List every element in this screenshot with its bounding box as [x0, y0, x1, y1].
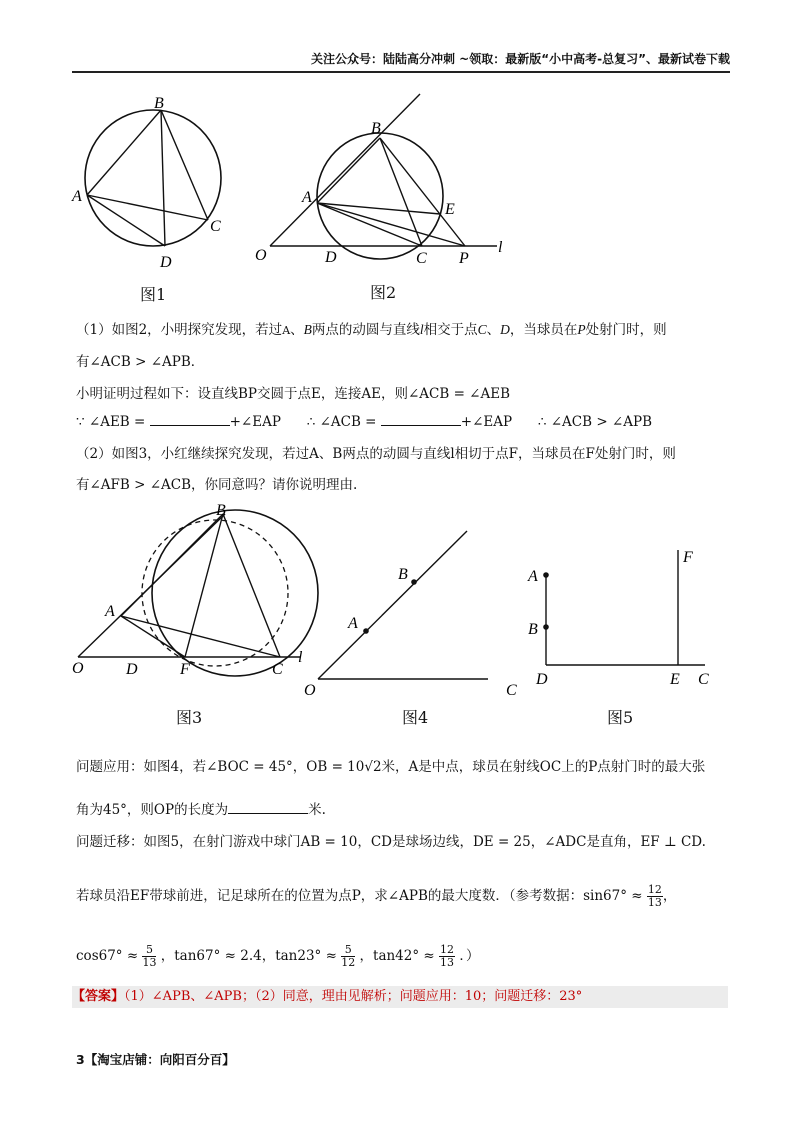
figure-3: [70, 497, 320, 697]
fig4-label-c: C: [506, 682, 517, 699]
fig1-label-c: C: [210, 218, 221, 235]
frac-12-13-b: $\frac{12}{13}$: [440, 943, 455, 969]
fig2-label-p: P: [459, 250, 469, 267]
q2-line-1: （2）如图3，小红继续探究发现，若过A、B两点的动圆与直线l相切于点F，当球员在F处射门时，则: [76, 446, 676, 462]
fig5-label-c: C: [698, 671, 709, 688]
proof-line-2: ∵ ∠AEB = +∠EAP ∴ ∠ACB = +∠EAP ∴ ∠ACB > ∠APB: [76, 414, 652, 430]
q1-line-1: （1）如图2，小明探究发现，若过A、B两点的动圆与直线l相交于点C、D，当球员在P处射门时，则: [76, 322, 667, 338]
fig3-label-o: O: [72, 660, 84, 677]
fig2-label-l: l: [498, 239, 503, 256]
migration-line-3: cos67° ≈ $\frac{5}{13}$ ，tan67° ≈ 2.4，tan23° ≈ $\frac{5}{12}$ ，tan42° ≈ $\frac{12}{13}$ ．）: [76, 943, 480, 969]
migration-line-1: 问题迁移：如图5，在射门游戏中球门AB = 10，CD是球场边线，DE = 25，∠ADC是直角，EF ⊥ CD.: [76, 834, 706, 850]
fig3-label-c: C: [272, 661, 283, 678]
fig3-label-f: F: [180, 661, 190, 678]
figure-1: [70, 95, 250, 275]
fig2-label-o: O: [255, 247, 267, 264]
fig4-label-b: B: [398, 566, 408, 583]
figure-2: [250, 90, 520, 270]
fig2-label-d: D: [325, 249, 337, 266]
page-footer: 3【淘宝店铺：向阳百分百】: [76, 1052, 235, 1067]
application-line-2: 角为45°，则OP的长度为 米.: [76, 802, 326, 818]
figure-5: [520, 540, 720, 690]
frac-5-12: $\frac{5}{12}$: [341, 943, 356, 969]
fig2-label-a: A: [302, 189, 312, 206]
q1-line-2: 有∠ACB > ∠APB．: [76, 354, 205, 370]
fig5-label-b: B: [528, 621, 538, 638]
op-answer-blank: [228, 801, 308, 814]
fig1-label-a: A: [72, 188, 82, 205]
q2-line-2: 有∠AFB > ∠ACB，你同意吗？请你说明理由.: [76, 477, 358, 493]
fig4-caption: 图4: [402, 708, 429, 727]
answer-tag: 【答案】: [72, 989, 125, 1004]
answer-box: [72, 986, 728, 1008]
fig4-label-o: O: [304, 682, 316, 699]
proof-blank-1: [150, 413, 230, 426]
page-header: 关注公众号：陆陆高分冲刺 ~领取：最新版“小中高考-总复习”、最新试卷下载: [311, 52, 730, 66]
fig5-label-e: E: [670, 671, 680, 688]
frac-12-13-a: $\frac{12}{13}$: [647, 883, 662, 909]
fig5-label-f: F: [683, 549, 693, 566]
fig5-label-d: D: [536, 671, 548, 688]
fig3-label-l: l: [298, 649, 303, 666]
proof-line-1: 小明证明过程如下：设直线BP交圆于点E，连接AE，则∠ACB = ∠AEB: [76, 386, 511, 402]
fig3-label-b: B: [216, 502, 226, 519]
application-line-1: 问题应用：如图4，若∠BOC = 45°，OB = 10√2米，A是中点，球员在射线OC上的P点射门时的最大张: [76, 759, 706, 775]
header-divider: [72, 71, 730, 73]
fig2-caption: 图2: [370, 283, 397, 302]
frac-5-13: $\frac{5}{13}$: [142, 943, 157, 969]
answer-text: （1）∠APB、∠APB；（2）同意，理由见解析；问题应用：10；问题迁移：23°: [124, 989, 583, 1004]
migration-line-2: 若球员沿EF带球前进，记足球所在的位置为点P，求∠APB的最大度数．（参考数据：sin67° ≈ $\frac{12}{13}$ ，: [76, 883, 677, 909]
fig2-label-e: E: [445, 201, 455, 218]
fig2-label-b: B: [371, 120, 381, 137]
proof-blank-2: [381, 413, 461, 426]
fig3-label-a: A: [105, 603, 115, 620]
fig2-label-c: C: [416, 250, 427, 267]
fig1-caption: 图1: [140, 285, 167, 304]
fig5-label-a: A: [528, 568, 538, 585]
fig5-caption: 图5: [607, 708, 634, 727]
figure-4: [300, 525, 530, 700]
fig1-label-d: D: [160, 254, 172, 271]
fig3-caption: 图3: [176, 708, 203, 727]
fig3-label-d: D: [126, 661, 138, 678]
fig4-label-a: A: [348, 615, 358, 632]
fig1-label-b: B: [154, 95, 164, 112]
